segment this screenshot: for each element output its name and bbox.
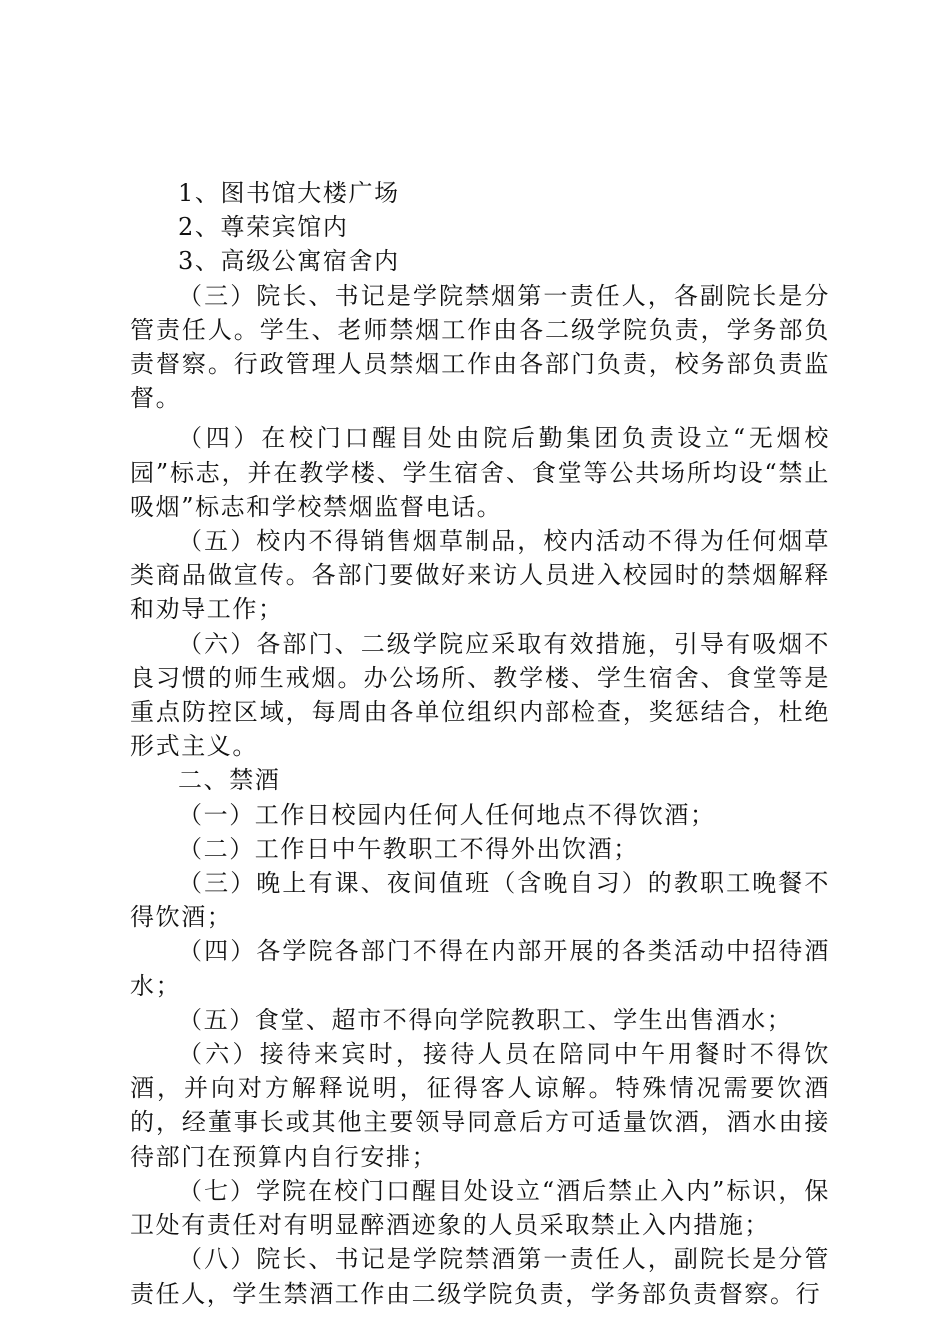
- document-body: [130, 176, 830, 1311]
- paragraph-quit-smoking: （六）各部门、二级学院应采取有效措施，引导有吸烟不良习惯的师生戒烟。办公场所、教学楼、学生宿舍、食堂等是重点防控区域，每周由各单位组织内部检查，奖惩结合，杜绝形式主义。: [130, 629, 830, 761]
- list-item-apartment: 3、高级公寓宿舍内: [178, 247, 400, 276]
- paragraph-alcohol-3: （三）晚上有课、夜间值班（含晚自习）的教职工晚餐不得饮酒；: [130, 869, 830, 932]
- paragraph-tobacco-sales: （五）校内不得销售烟草制品，校内活动不得为任何烟草类商品做宣传。各部门要做好来访人员进入校园时的禁烟解释和劝导工作；: [130, 527, 830, 624]
- paragraph-alcohol-5: （五）食堂、超市不得向学院教职工、学生出售酒水；: [178, 1005, 793, 1034]
- paragraph-smoking-responsibility: （三）院长、书记是学院禁烟第一责任人，各副院长是分管责任人。学生、老师禁烟工作由各二级学院负责，学务部负责督察。行政管理人员禁烟工作由各部门负责，校务部负责监督。: [130, 281, 830, 413]
- section-heading-alcohol: 二、禁酒: [178, 766, 281, 795]
- paragraph-alcohol-1: （一）工作日校园内任何人任何地点不得饮酒；: [178, 800, 716, 829]
- paragraph-alcohol-6: （六）接待来宾时，接待人员在陪同中午用餐时不得饮酒，并向对方解释说明，征得客人谅解。特殊情况需要饮酒的，经董事长或其他主要领导同意后方可适量饮酒，酒水由接待部门在预算内自行安排；: [130, 1040, 830, 1171]
- list-item-library-plaza: 1、图书馆大楼广场: [178, 179, 400, 207]
- paragraph-alcohol-4: （四）各学院各部门不得在内部开展的各类活动中招待酒水；: [130, 937, 830, 1000]
- paragraph-alcohol-8: （八）院长、书记是学院禁酒第一责任人，副院长是分管责任人，学生禁酒工作由二级学院负责，学务部负责督察。行: [130, 1245, 830, 1308]
- paragraph-alcohol-2: （二）工作日中午教职工不得外出饮酒；: [178, 834, 639, 863]
- paragraph-smoking-signage: （四）在校门口醒目处由院后勤集团负责设立“无烟校园”标志，并在教学楼、学生宿舍、食堂等公共场所均设“禁止吸烟”标志和学校禁烟监督电话。: [130, 424, 830, 521]
- paragraph-alcohol-7: （七）学院在校门口醒目处设立“酒后禁止入内”标识，保卫处有责任对有明显醉酒迹象的人员采取禁止入内措施；: [130, 1176, 830, 1240]
- list-item-hotel: 2、尊荣宾馆内: [178, 213, 349, 242]
